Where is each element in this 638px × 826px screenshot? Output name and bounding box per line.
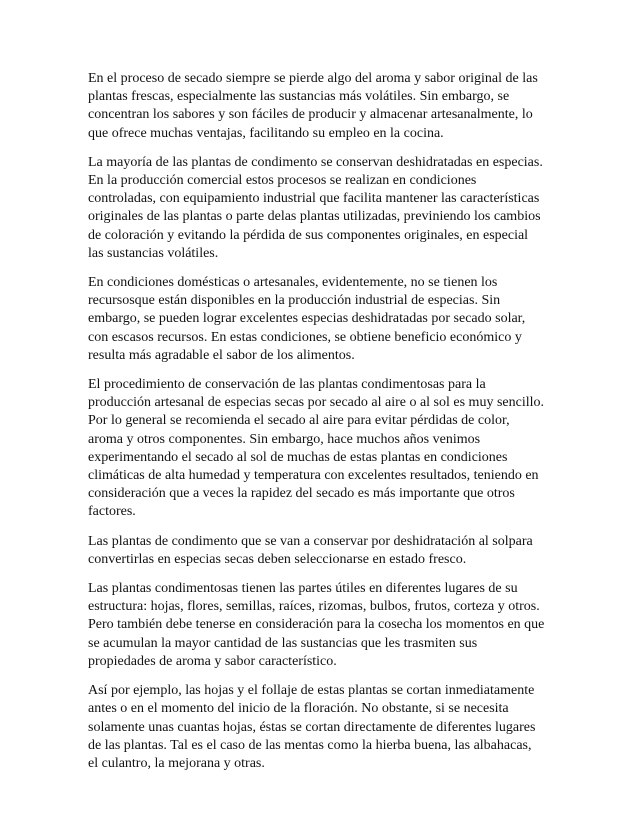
paragraph-6 [88,580,558,671]
text-line: propiedades de aroma y sabor característico. [88,653,337,669]
text-line: El procedimiento de conservación de las plantas condimentosas para la [88,377,486,393]
text-line: climáticas de alta humedad y temperatura con excelentes resultados, teniendo en [88,468,539,484]
text-line: el culantro, la mejorana y otras. [88,755,265,771]
text-line: La mayoría de las plantas de condimento se conservan deshidratadas en especias. [88,154,543,170]
text-line: recursosque están disponibles en la producción industrial de especias. Sin [88,293,501,309]
text-line: de coloración y evitando la pérdida de sus componentes originales, en especial [88,227,529,243]
text-line: En condiciones domésticas o artesanales, evidentemente, no se tienen los [88,275,498,291]
document-body [88,70,558,784]
text-line: Pero también debe tenerse en consideración para la cosecha los momentos en que [88,617,545,633]
paragraph-4 [88,376,558,522]
text-line: plantas frescas, especialmente las sustancias más volátiles. Sin embargo, se [88,89,510,105]
paragraph-7 [88,682,558,773]
text-line: se acumulan la mayor cantidad de las sustancias que les trasmiten sus [88,635,478,651]
text-line: En la producción comercial estos procesos se realizan en condiciones [88,173,477,189]
text-line: con escasos recursos. En estas condiciones, se obtiene beneficio económico y [88,329,522,345]
text-line: Así por ejemplo, las hojas y el follaje de estas plantas se cortan inmediatamente [88,683,535,699]
text-line: embargo, se pueden lograr excelentes especias deshidratadas por secado solar, [88,311,526,327]
paragraph-2 [88,154,558,263]
text-line: Las plantas de condimento que se van a conservar por deshidratación al solpara [88,533,533,549]
text-line: Por lo general se recomienda el secado al aire para evitar pérdidas de color, [88,413,510,429]
text-line: controladas, con equipamiento industrial que facilita mantener las características [88,191,540,207]
text-line: Las plantas condimentosas tienen las partes útiles en diferentes lugares de su [88,581,518,597]
text-line: originales de las plantas o parte delas plantas utilizadas, previniendo los cambios [88,209,541,225]
text-line: factores. [88,504,136,520]
text-line: las sustancias volátiles. [88,245,219,261]
paragraph-1 [88,70,558,143]
text-line: resulta más agradable el sabor de los alimentos. [88,347,355,363]
text-line: de las plantas. Tal es el caso de las mentas como la hierba buena, las albahacas, [88,737,532,753]
text-line: solamente unas cuantas hojas, éstas se cortan directamente de diferentes lugares [88,719,536,735]
text-line: estructura: hojas, flores, semillas, raíces, rizomas, bulbos, frutos, corteza y otros. [88,599,540,615]
paragraph-3 [88,274,558,365]
text-line: antes o en el momento del inicio de la floración. No obstante, si se necesita [88,701,509,717]
text-line: concentran los sabores y son fáciles de producir y almacenar artesanalmente, lo [88,107,533,123]
text-line: producción artesanal de especias secas por secado al aire o al sol es muy sencillo. [88,395,544,411]
text-line: experimentando el secado al sol de muchas de estas plantas en condiciones [88,449,508,465]
text-line: consideración que a veces la rapidez del secado es más importante que otros [88,486,515,502]
text-line: En el proceso de secado siempre se pierde algo del aroma y sabor original de las [88,71,538,86]
text-line: que ofrece muchas ventajas, facilitando su empleo en la cocina. [88,125,444,141]
text-line: aroma y otros componentes. Sin embargo, hace muchos años venimos [88,431,481,447]
paragraph-5 [88,533,558,569]
text-line: convertirlas en especias secas deben seleccionarse en estado fresco. [88,551,467,567]
